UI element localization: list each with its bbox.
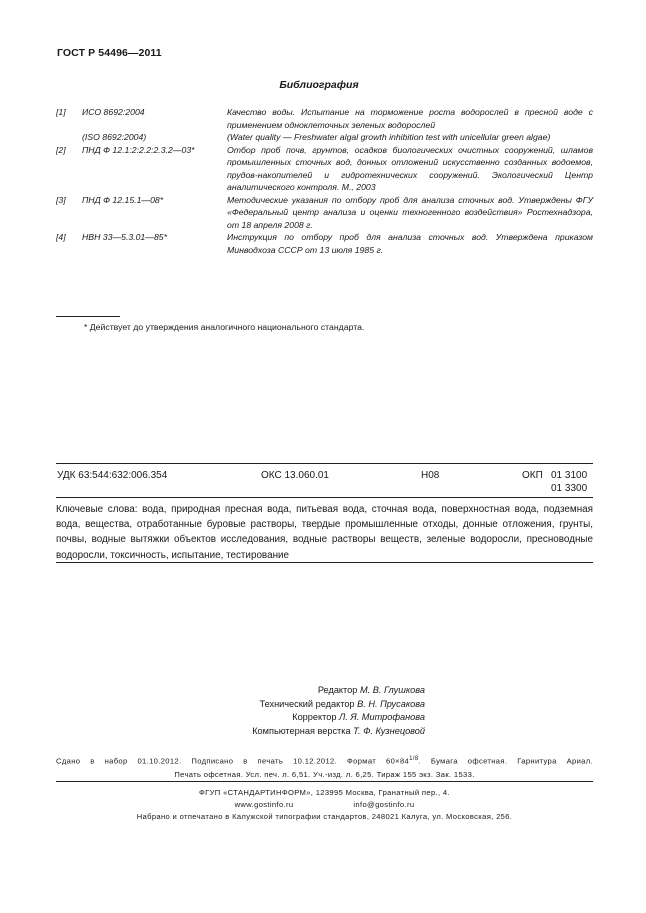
staff-line: Редактор М. В. Глушкова [317,685,425,695]
standard-number: ГОСТ Р 54496—2011 [57,47,162,59]
publisher-website-link[interactable]: www.gostinfo.ru [234,800,294,810]
staff-credits [0,684,646,738]
bibliography-entry [56,194,593,232]
entry-number [56,131,82,144]
publisher-top-rule [56,781,593,782]
print-info-line-2: Печать офсетная. Усл. печ. л. 6,51. Уч.-изд. л. 6,25. Тираж 155 экз. Зак. 1533. [174,769,475,779]
entry-number: [4] [56,232,66,242]
keywords-bottom-rule [56,562,593,563]
entry-code: ПНД Ф 12.1:2:2.2:2.3.2—03* [82,144,195,155]
footnote-divider [56,316,120,317]
entry-code: ИСО 8692:2004 [82,107,145,117]
entry-number: [1] [56,107,66,117]
publisher-contacts [56,799,593,811]
bibliography-entry [56,231,593,256]
entry-text: Инструкция по отбору проб для анализа сточных вод. Утверждена приказом Минводхоза СССР от 13 июля 1985 г. [227,232,593,255]
bibliography-entry [56,131,593,144]
publisher-address: ФГУП «СТАНДАРТИНФОРМ», 123995 Москва, Гранатный пер., 4. [199,788,450,797]
classification-top-rule [56,463,593,464]
printing-house: Набрано и отпечатано в Калужской типографии стандартов, 248021 Калуга, ул. Московская, 256. [136,812,513,822]
group-code: Н08 [421,470,440,481]
bibliography-entry [56,106,593,131]
publisher-email-link[interactable]: info@gostinfo.ru [353,800,415,810]
entry-code: (ISO 8692:2004) [82,132,147,142]
entry-code: НВН 33—5.3.01—85* [82,232,167,242]
oks-code: ОКС 13.060.01 [261,470,329,481]
entry-text: Качество воды. Испытание на торможение роста водорослей в пресной воде с применением одноклеточных зеленых водорослей [227,107,593,130]
entry-number: [3] [56,194,66,205]
bibliography-entry [56,144,593,194]
okp-code-1: 01 3100 [551,470,588,481]
udk-code: УДК 63:544:632:006.354 [57,470,168,481]
classification-bottom-rule [56,497,593,498]
entry-text: Методические указания по отбору проб для анализа сточных вод. Утверждены ФГУ «Федеральный центр анализа и оценки техногенного воздействия» Ростехнадзора, от 18 апреля 2008 г. [227,194,593,230]
entry-code: ПНД Ф 12.15.1—08* [82,194,164,205]
okp-label: ОКП [522,470,543,481]
entry-text: Отбор проб почв, грунтов, осадков биологических очистных сооружений, шламов промышленных сточных вод, донных отложений искусственно созданных водоемов, прудов-накопителей и гидротехнических сооружений. Экологический Центр аналитического контроля. М., 2003 [227,144,593,192]
footnote: * Действует до утверждения аналогичного национального стандарта. [84,322,365,332]
entry-text: (Water quality — Freshwater algal growth inhibition test with unicellular green algae) [227,132,551,142]
staff-line: Технический редактор В. Н. Прусакова [259,698,425,709]
publisher-info [56,787,593,824]
bibliography-list [56,106,593,256]
staff-line: Компьютерная верстка Т. Ф. Кузнецовой [252,725,425,736]
staff-line: Корректор Л. Я. Митрофанова [292,712,425,723]
keywords-paragraph: Ключевые слова: вода, природная пресная вода, питьевая вода, сточная вода, поверхностная вода, подземная вода, вещества, отработанные буровые растворы, твердые промышленные отходы, донные отложения, грунты, почвы, водные вытяжки объектов исследования, водные растворы веществ, зеленые водоросли, пресноводные водоросли, токсичность, испытание, тестирование [56,504,593,561]
entry-number: [2] [56,144,66,155]
bibliography-title: Библиография [279,79,359,91]
okp-code-2: 01 3300 [551,483,588,494]
print-info-line-1: Сдано в набор 01.10.2012. Подписано в печать 10.12.2012. Формат $60\times 84^{1/8}$. Бумага офсетная. Гарнитура Ариал. [56,756,593,766]
print-info [56,753,593,781]
